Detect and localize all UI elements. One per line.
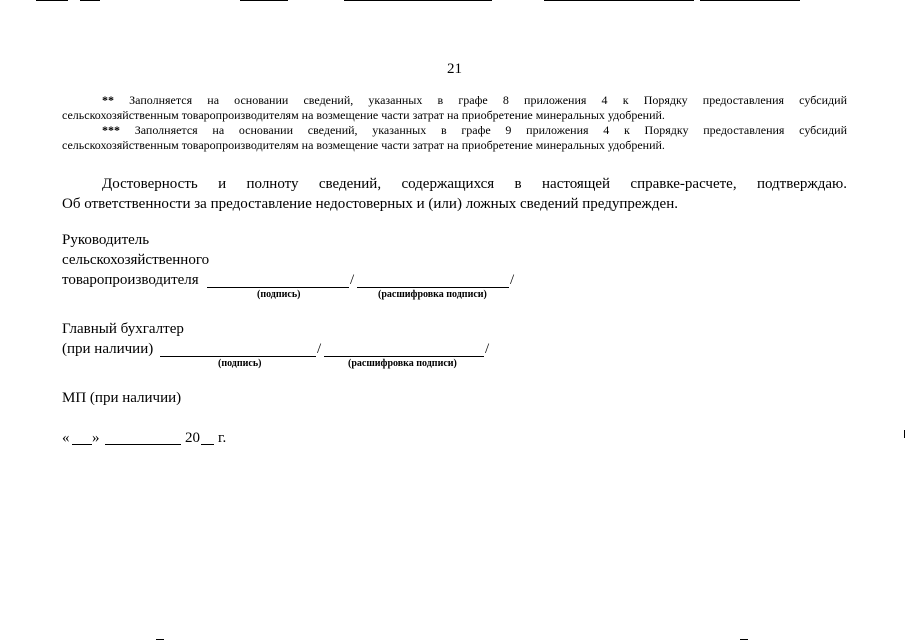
signature-caption: (подпись) (257, 289, 301, 300)
scan-edge-rule (544, 0, 694, 1)
scan-edge-rule (36, 0, 68, 1)
scan-edge-rule (344, 0, 492, 1)
date-day-open-quote: « (62, 430, 70, 446)
date-year-suffix: г. (218, 430, 227, 446)
footnote-marker: *** (102, 123, 120, 137)
stamp-label: МП (при наличии) (62, 390, 182, 406)
head-title-line: сельскохозяйственного (62, 252, 210, 268)
footnote-line: сельскохозяйственным товаропроизводителям на возмещение части затрат на приобретение минеральных удобрений. (62, 108, 665, 122)
scan-edge-rule (80, 0, 100, 1)
head-decoding-field[interactable] (357, 287, 509, 288)
signature-end-separator: / (510, 272, 515, 288)
signature-separator: / (317, 341, 322, 357)
scan-edge-rule (240, 0, 288, 1)
footnote-line (62, 93, 847, 108)
date-year-field[interactable] (201, 444, 214, 445)
signature-separator: / (350, 272, 355, 288)
footnote (62, 123, 847, 153)
head-title-line: Руководитель (62, 232, 150, 248)
footnote-line: сельскохозяйственным товаропроизводителям на возмещение части затрат на приобретение минеральных удобрений. (62, 138, 665, 152)
accountant-signature-field[interactable] (160, 356, 316, 357)
date-day-field[interactable] (72, 444, 92, 445)
date-day-close-quote: » (92, 430, 100, 446)
page-number: 21 (447, 61, 462, 77)
head-title-line: товаропроизводителя (62, 272, 199, 288)
accountant-decoding-field[interactable] (324, 356, 484, 357)
signature-end-separator: / (485, 341, 490, 357)
footnote-line (62, 123, 847, 138)
accountant-title-line: (при наличии) (62, 341, 154, 357)
date-year-prefix: 20 (185, 430, 200, 446)
statement-paragraph (62, 174, 847, 214)
footnote (62, 93, 847, 123)
scan-edge-rule (700, 0, 800, 1)
decoding-caption: (расшифровка подписи) (378, 289, 487, 300)
statement-line: Об ответственности за предоставление недостоверных и (или) ложных сведений предупрежден. (62, 196, 678, 212)
head-signature-field[interactable] (207, 287, 349, 288)
footnote-text: Заполняется на основании сведений, указанных в графе 9 приложения 4 к Порядку предоставления субсидий (134, 123, 847, 137)
accountant-title-line: Главный бухгалтер (62, 321, 184, 337)
signature-caption: (подпись) (218, 358, 262, 369)
decoding-caption: (расшифровка подписи) (348, 358, 457, 369)
statement-line: Достоверность и полноту сведений, содержащихся в настоящей справке-расчете, подтверждаю. (102, 176, 847, 192)
date-month-field[interactable] (105, 444, 181, 445)
footnote-marker: ** (102, 93, 114, 107)
footnote-text: Заполняется на основании сведений, указанных в графе 8 приложения 4 к Порядку предоставления субсидий (129, 93, 847, 107)
